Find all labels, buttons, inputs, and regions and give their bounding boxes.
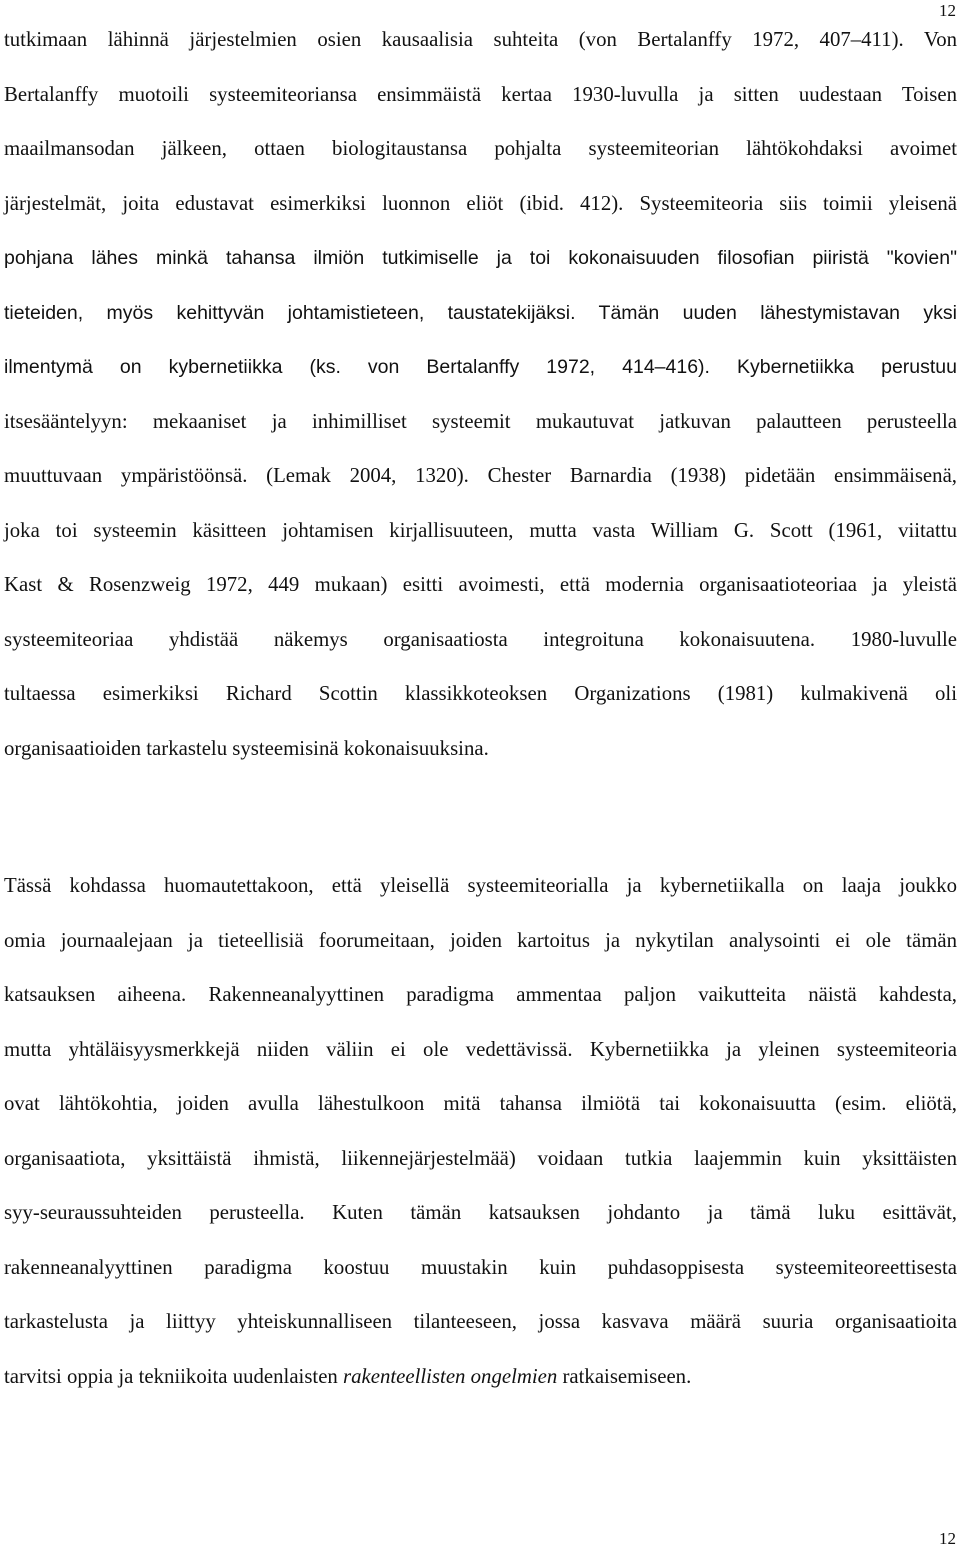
text-line: systeemiteoriaa yhdistää näkemys organisaatiosta integroituna kokonaisuutena. 1980-luvulle [4,627,957,651]
text-line: pohjana lähes minkä tahansa ilmiön tutkimiselle ja toi kokonaisuuden filosofian piiristä "kovien" [4,247,957,269]
text-line: organisaatioiden tarkastelu systeemisinä kokonaisuuksina. [4,736,489,760]
page-number-bottom: 12 [939,1529,956,1548]
text-line: joka toi systeemin käsitteen johtamisen kirjallisuuteen, mutta vasta William G. Scott (1961, viitattu [4,518,957,542]
text-line: maailmansodan jälkeen, ottaen biologitaustansa pohjalta systeemiteorian lähtökohdaksi avoimet [4,137,957,160]
text-line: tieteiden, myös kehittyvän johtamistieteen, taustatekijäksi. Tämän uuden lähestymistavan yksi [4,301,957,324]
text-line: tutkimaan lähinnä järjestelmien osien kausaalisia suhteita (von Bertalanffy 1972, 407–411). Von [4,28,957,51]
text-segment: tarvitsi oppia ja tekniikoita uudenlaisten [4,1364,344,1388]
paragraph-2 [4,859,957,1404]
text-line: Bertalanffy muotoili systeemiteoriansa ensimmäistä kertaa 1930-luvulla ja sitten uudestaan Toisen [4,82,957,106]
text-line: itsesääntelyyn: mekaaniset ja inhimilliset systeemit mukautuvat jatkuvan palautteen perusteella [4,409,957,433]
text-line: tultaessa esimerkiksi Richard Scottin klassikkoteoksen Organizations (1981) kulmakivenä oli [4,682,957,705]
paragraph-1 [4,13,957,776]
text-segment: ratkaisemiseen. [557,1364,692,1388]
text-line: katsauksen aiheena. Rakenneanalyyttinen paradigma ammentaa paljon vaikutteita näistä kahdesta, [4,983,957,1006]
text-line: Kast & Rosenzweig 1972, 449 mukaan) esitti avoimesti, että modernia organisaatioteoriaa ja yleistä [4,573,957,596]
text-line: organisaatiota, yksittäistä ihmistä, liikennejärjestelmää) voidaan tutkia laajemmin kuin yksittäisten [4,1146,957,1170]
text-line: järjestelmät, joita edustavat esimerkiksi luonnon eliöt (ibid. 412). Systeemiteoria siis toimii yleisenä [4,191,957,215]
text-line: omia journaalejaan ja tieteellisiä foorumeitaan, joiden kartoitus ja nykytilan analysointi ei ole tämän [4,928,957,952]
text-line: syy-seuraussuhteiden perusteella. Kuten tämän katsauksen johdanto ja tämä luku esittävät, [4,1201,957,1224]
text-line: ilmentymä on kybernetiikka (ks. von Bertalanffy 1972, 414–416). Kybernetiikka perustuu [4,356,957,378]
page-number-top: 12 [939,1,956,20]
text-line: tarkastelusta ja liittyy yhteiskunnalliseen tilanteeseen, jossa kasvava määrä suuria organisaatioita [4,1310,957,1333]
text-line: rakenneanalyyttinen paradigma koostuu muustakin kuin puhdasoppisesta systeemiteoreettisesta [4,1255,957,1279]
text-line: ovat lähtökohtia, joiden avulla lähestulkoon mitä tahansa ilmiötä tai kokonaisuutta (esim. eliötä, [4,1092,957,1115]
text-line: muuttuvaan ympäristöönsä. (Lemak 2004, 1320). Chester Barnardia (1938) pidetään ensimmäisenä, [4,464,957,487]
text-line: mutta yhtäläisyysmerkkejä niiden väliin ei ole vedettävissä. Kybernetiikka ja yleinen systeemiteoria [4,1037,957,1061]
text-line-last [4,1350,957,1405]
italic-term: rakenteellisten ongelmien [343,1364,558,1388]
text-line: Tässä kohdassa huomautettakoon, että yleisellä systeemiteorialla ja kybernetiikalla on laaja joukko [4,874,957,897]
